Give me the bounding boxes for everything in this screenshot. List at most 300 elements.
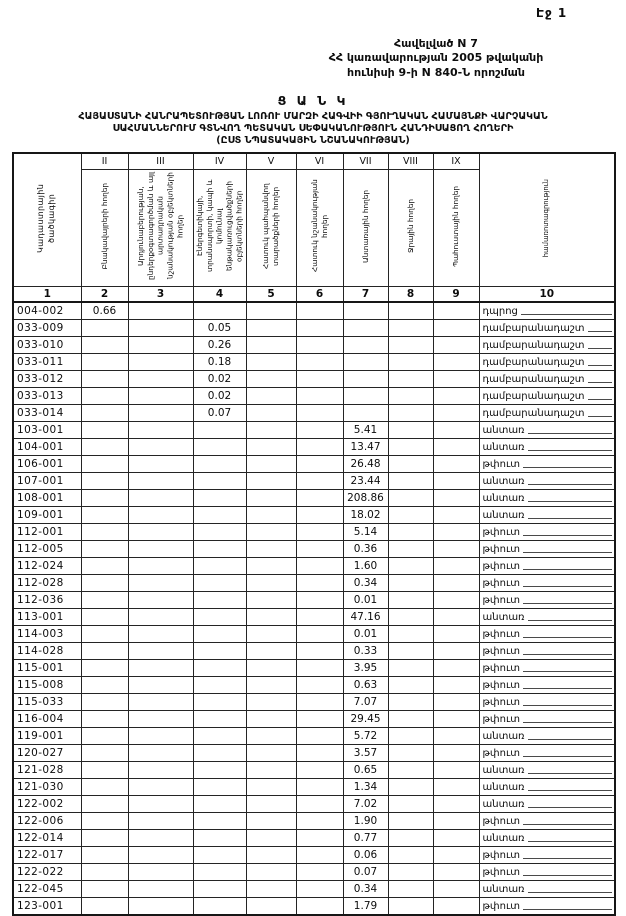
column-number: 7 [343,287,388,303]
area-value-cell-col2 [81,643,128,660]
table-row [13,694,615,711]
area-value-cell-col3 [128,490,193,507]
area-value-cell-col7: 0.77 [343,830,388,847]
area-value-cell-col9 [433,677,479,694]
area-value-cell-col6 [296,677,343,694]
area-value-cell-col3 [128,711,193,728]
area-value-cell-col2 [81,371,128,388]
area-value-cell-col8 [388,626,433,643]
area-value-cell-col8 [388,541,433,558]
area-value-cell-col2 [81,626,128,643]
land-use-note-text: թփուտ [482,696,521,708]
area-value-cell-col9 [433,745,479,762]
leader-line [588,375,612,383]
cadastral-code-cell: 104-001 [13,439,81,456]
area-value-cell-col6 [296,422,343,439]
land-use-note-cell [479,881,615,898]
table-row [13,354,615,371]
area-value-cell-col4 [193,456,246,473]
area-value-cell-col4 [193,677,246,694]
area-value-cell-col9 [433,456,479,473]
area-value-cell-col8 [388,711,433,728]
area-value-cell-col2 [81,337,128,354]
area-value-cell-col8 [388,796,433,813]
cadastral-code-cell: 107-001 [13,473,81,490]
area-value-cell-col6 [296,830,343,847]
area-value-cell-col3 [128,796,193,813]
area-value-cell-col5 [246,388,296,405]
area-value-cell-col8 [388,592,433,609]
leader-line [528,783,612,791]
leader-line [588,341,612,349]
area-value-cell-col9 [433,524,479,541]
area-value-cell-col2 [81,592,128,609]
leader-line [523,715,612,723]
area-value-cell-col4 [193,881,246,898]
land-use-note-text: դպրոց [482,305,518,317]
area-value-cell-col5 [246,779,296,796]
leader-line [528,834,612,842]
column-number: 6 [296,287,343,303]
area-value-cell-col8 [388,609,433,626]
page-number: Էջ 1 [536,6,568,20]
area-value-cell-col7 [343,320,388,337]
land-use-note-cell [479,371,615,388]
area-value-cell-col4 [193,694,246,711]
area-value-cell-col2 [81,813,128,830]
area-value-cell-col4 [193,473,246,490]
cadastral-code-cell: 122-022 [13,864,81,881]
area-value-cell-col5 [246,405,296,422]
area-value-cell-col3 [128,439,193,456]
table-row [13,422,615,439]
area-value-cell-col2 [81,439,128,456]
area-value-cell-col7: 5.41 [343,422,388,439]
area-value-cell-col9 [433,694,479,711]
area-value-cell-col9 [433,575,479,592]
area-value-cell-col2 [81,354,128,371]
area-value-cell-col3 [128,558,193,575]
area-value-cell-col8 [388,422,433,439]
land-use-note-text: անտառ [482,764,525,776]
area-value-cell-col7: 0.36 [343,541,388,558]
area-value-cell-col8 [388,677,433,694]
area-value-cell-col9 [433,898,479,916]
area-value-cell-col2 [81,388,128,405]
area-value-cell-col2 [81,473,128,490]
area-value-cell-col9 [433,728,479,745]
land-use-note-cell [479,354,615,371]
cadastral-code-cell: 033-011 [13,354,81,371]
table-row [13,337,615,354]
area-value-cell-col6 [296,898,343,916]
area-value-cell-col8 [388,320,433,337]
cadastral-code-cell: 108-001 [13,490,81,507]
area-value-cell-col9 [433,558,479,575]
area-value-cell-col5 [246,575,296,592]
area-value-cell-col9 [433,337,479,354]
land-use-note-cell [479,779,615,796]
area-value-cell-col8 [388,660,433,677]
leader-line [528,800,612,808]
table-row [13,507,615,524]
land-use-note-cell [479,388,615,405]
area-value-cell-col5 [246,847,296,864]
area-value-cell-col9 [433,302,479,320]
area-value-cell-col5 [246,694,296,711]
leader-line [523,460,612,468]
area-value-cell-col3 [128,626,193,643]
area-value-cell-col9 [433,711,479,728]
area-value-cell-col9 [433,405,479,422]
area-value-cell-col3 [128,762,193,779]
area-value-cell-col7 [343,388,388,405]
area-value-cell-col7: 1.34 [343,779,388,796]
area-value-cell-col4: 0.18 [193,354,246,371]
area-value-cell-col7: 13.47 [343,439,388,456]
leader-line [528,511,612,519]
area-value-cell-col2 [81,609,128,626]
land-use-note-text: թփուտ [482,900,521,912]
roman-label-VI: VI [296,153,343,170]
land-use-note-cell [479,302,615,320]
land-use-note-cell [479,728,615,745]
cadastral-code-cell: 122-017 [13,847,81,864]
land-use-note-text: թփուտ [482,747,521,759]
header-industrial-lands-label: Արդյունաբերության, ընդերքօգտագործման և այլ արտադրական նշանակության օբյեկտների հողեր [135,171,185,281]
area-value-cell-col3 [128,507,193,524]
area-value-cell-col4 [193,711,246,728]
area-value-cell-col9 [433,762,479,779]
area-value-cell-col3 [128,337,193,354]
appendix-reference [240,0,626,80]
area-value-cell-col4: 0.02 [193,388,246,405]
area-value-cell-col8 [388,745,433,762]
leader-line [528,443,612,451]
area-value-cell-col7: 208.86 [343,490,388,507]
header-special-purpose-lands [296,170,343,287]
area-value-cell-col5 [246,592,296,609]
land-use-note-text: անտառ [482,509,525,521]
area-value-cell-col2 [81,898,128,916]
document-title-line-3: (ԸՍՏ ՆՊԱՏԱԿԱՅԻՆ ՆՇԱՆԱԿՈՒԹՅԱՆ) [216,134,410,146]
area-value-cell-col5 [246,456,296,473]
area-value-cell-col9 [433,320,479,337]
land-use-note-text: անտառ [482,798,525,810]
area-value-cell-col8 [388,456,433,473]
cadastral-code-cell: 033-014 [13,405,81,422]
area-value-cell-col6 [296,575,343,592]
leader-line [523,749,612,757]
column-number: 3 [128,287,193,303]
cadastral-code-cell: 115-008 [13,677,81,694]
land-use-note-text: թփուտ [482,662,521,674]
land-use-note-cell [479,558,615,575]
area-value-cell-col3 [128,302,193,320]
area-value-cell-col6 [296,388,343,405]
land-use-note-cell [479,507,615,524]
area-value-cell-col7: 1.90 [343,813,388,830]
cadastral-code-cell: 121-028 [13,762,81,779]
column-number: 8 [388,287,433,303]
area-value-cell-col5 [246,541,296,558]
area-value-cell-col2 [81,881,128,898]
appendix-line-1: Հավելված N 7 [394,37,478,50]
area-value-cell-col7: 5.14 [343,524,388,541]
land-use-note-text: թփուտ [482,594,521,606]
roman-label-VIII: VIII [388,153,433,170]
area-value-cell-col4 [193,626,246,643]
area-value-cell-col3 [128,388,193,405]
area-value-cell-col7: 0.34 [343,575,388,592]
area-value-cell-col5 [246,745,296,762]
land-use-note-cell [479,898,615,916]
area-value-cell-col9 [433,779,479,796]
table-row [13,439,615,456]
area-value-cell-col6 [296,728,343,745]
area-value-cell-col7: 47.16 [343,609,388,626]
area-value-cell-col3 [128,354,193,371]
area-value-cell-col7: 7.07 [343,694,388,711]
area-value-cell-col5 [246,864,296,881]
area-value-cell-col8 [388,388,433,405]
area-value-cell-col7: 0.06 [343,847,388,864]
header-protected-lands [246,170,296,287]
area-value-cell-col8 [388,473,433,490]
table-row [13,609,615,626]
area-value-cell-col5 [246,473,296,490]
land-use-note-text: դամբարանադաշտ [482,373,585,385]
land-use-note-cell [479,626,615,643]
header-reserve-lands [433,170,479,287]
table-row [13,864,615,881]
area-value-cell-col3 [128,541,193,558]
table-row [13,881,615,898]
area-value-cell-col9 [433,388,479,405]
area-value-cell-col9 [433,422,479,439]
table-body [13,302,615,915]
area-value-cell-col7: 3.95 [343,660,388,677]
area-value-cell-col8 [388,847,433,864]
leader-line [588,392,612,400]
leader-line [588,358,612,366]
table-row [13,745,615,762]
area-value-cell-col3 [128,813,193,830]
area-value-cell-col4 [193,507,246,524]
cadastral-code-cell: 121-030 [13,779,81,796]
table-row [13,320,615,337]
area-value-cell-col8 [388,694,433,711]
column-number: 2 [81,287,128,303]
roman-label-II: II [81,153,128,170]
area-value-cell-col8 [388,507,433,524]
table-row [13,626,615,643]
area-value-cell-col8 [388,881,433,898]
land-use-note-cell [479,592,615,609]
cadastral-code-cell: 122-014 [13,830,81,847]
area-value-cell-col2: 0.66 [81,302,128,320]
area-value-cell-col4 [193,541,246,558]
leader-line [523,562,612,570]
area-value-cell-col4 [193,728,246,745]
roman-label-IV: IV [193,153,246,170]
area-value-cell-col3 [128,864,193,881]
area-value-cell-col6 [296,711,343,728]
cadastral-code-cell: 112-036 [13,592,81,609]
area-value-cell-col2 [81,524,128,541]
area-value-cell-col2 [81,728,128,745]
area-value-cell-col5 [246,660,296,677]
area-value-cell-col7: 0.65 [343,762,388,779]
area-value-cell-col6 [296,558,343,575]
header-cadastral-code [13,153,81,287]
area-value-cell-col8 [388,575,433,592]
roman-label-V: V [246,153,296,170]
land-use-note-cell [479,762,615,779]
area-value-cell-col2 [81,830,128,847]
area-value-cell-col8 [388,354,433,371]
cadastral-code-cell: 119-001 [13,728,81,745]
area-value-cell-col5 [246,813,296,830]
header-energy-transport-lands-label: Էներգետիկայի, տրանսպորտի, կապի և կոմունալ ենթակառուցվածքների օբյեկտների հողեր [194,179,244,273]
area-value-cell-col6 [296,439,343,456]
leader-line [523,579,612,587]
document-title [0,111,626,147]
land-use-note-text: թփուտ [482,713,521,725]
cadastral-code-cell: 103-001 [13,422,81,439]
area-value-cell-col6 [296,779,343,796]
area-value-cell-col2 [81,796,128,813]
area-value-cell-col5 [246,609,296,626]
area-value-cell-col3 [128,728,193,745]
area-value-cell-col8 [388,728,433,745]
area-value-cell-col3 [128,898,193,916]
land-use-note-cell [479,864,615,881]
land-use-note-text: անտառ [482,781,525,793]
table-row [13,830,615,847]
area-value-cell-col5 [246,302,296,320]
leader-line [523,528,612,536]
table-row [13,677,615,694]
area-value-cell-col9 [433,864,479,881]
area-value-cell-col8 [388,337,433,354]
header-energy-transport-lands [193,170,246,287]
table-row [13,711,615,728]
leader-line [523,630,612,638]
area-value-cell-col7: 23.44 [343,473,388,490]
area-value-cell-col2 [81,660,128,677]
table-row [13,847,615,864]
land-use-note-cell [479,694,615,711]
area-value-cell-col5 [246,490,296,507]
area-value-cell-col5 [246,422,296,439]
leader-line [523,596,612,604]
area-value-cell-col6 [296,813,343,830]
cadastral-code-cell: 112-005 [13,541,81,558]
area-value-cell-col6 [296,660,343,677]
area-value-cell-col7: 0.63 [343,677,388,694]
header-reserve-lands-label: Պահուստային հողեր [451,185,461,267]
land-use-note-cell [479,439,615,456]
area-value-cell-col4: 0.05 [193,320,246,337]
appendix-line-3: հունիսի 9-ի N 840-Ն որոշման [347,65,525,79]
area-value-cell-col6 [296,864,343,881]
area-value-cell-col6 [296,337,343,354]
leader-line [523,851,612,859]
land-use-note-text: դամբարանադաշտ [482,356,585,368]
area-value-cell-col6 [296,847,343,864]
area-value-cell-col6 [296,524,343,541]
area-value-cell-col6 [296,320,343,337]
header-water-lands-label: Ջրային հողեր [405,198,415,253]
area-value-cell-col2 [81,575,128,592]
land-use-note-cell [479,422,615,439]
area-value-cell-col3 [128,881,193,898]
header-industrial-lands [128,170,193,287]
table-row [13,898,615,916]
area-value-cell-col6 [296,541,343,558]
leader-line [528,613,612,621]
area-value-cell-col9 [433,592,479,609]
cadastral-code-cell: 114-003 [13,626,81,643]
area-value-cell-col4 [193,660,246,677]
cadastral-code-cell: 116-004 [13,711,81,728]
area-value-cell-col4 [193,643,246,660]
column-number: 4 [193,287,246,303]
area-value-cell-col3 [128,473,193,490]
area-value-cell-col2 [81,677,128,694]
land-use-note-cell [479,541,615,558]
area-value-cell-col9 [433,626,479,643]
area-value-cell-col3 [128,779,193,796]
table-row [13,524,615,541]
cadastral-code-cell: 004-002 [13,302,81,320]
leader-line [528,885,612,893]
header-water-lands [388,170,433,287]
land-use-note-text: թփուտ [482,560,521,572]
land-use-note-cell [479,660,615,677]
area-value-cell-col3 [128,592,193,609]
header-protected-lands-label: Հատուկ պահպանվող տարածքների հողեր [261,183,280,269]
land-use-note-text: դամբարանադաշտ [482,339,585,351]
area-value-cell-col2 [81,762,128,779]
cadastral-code-cell: 122-006 [13,813,81,830]
area-value-cell-col5 [246,524,296,541]
cadastral-code-cell: 033-012 [13,371,81,388]
cadastral-code-cell: 123-001 [13,898,81,916]
area-value-cell-col2 [81,558,128,575]
area-value-cell-col2 [81,779,128,796]
header-special-purpose-lands-label: Հատուկ նշանակության հողեր [309,179,329,273]
area-value-cell-col4 [193,524,246,541]
area-value-cell-col6 [296,762,343,779]
land-use-note-text: թփուտ [482,628,521,640]
table-row [13,490,615,507]
area-value-cell-col4 [193,779,246,796]
area-value-cell-col3 [128,643,193,660]
area-value-cell-col7: 0.01 [343,592,388,609]
table-row [13,302,615,320]
area-value-cell-col7: 29.45 [343,711,388,728]
leader-line [523,868,612,876]
column-number: 10 [479,287,615,303]
land-use-note-cell [479,524,615,541]
land-use-note-cell [479,643,615,660]
area-value-cell-col6 [296,405,343,422]
cadastral-code-cell: 109-001 [13,507,81,524]
header-forest-lands [343,170,388,287]
cadastral-code-cell: 113-001 [13,609,81,626]
